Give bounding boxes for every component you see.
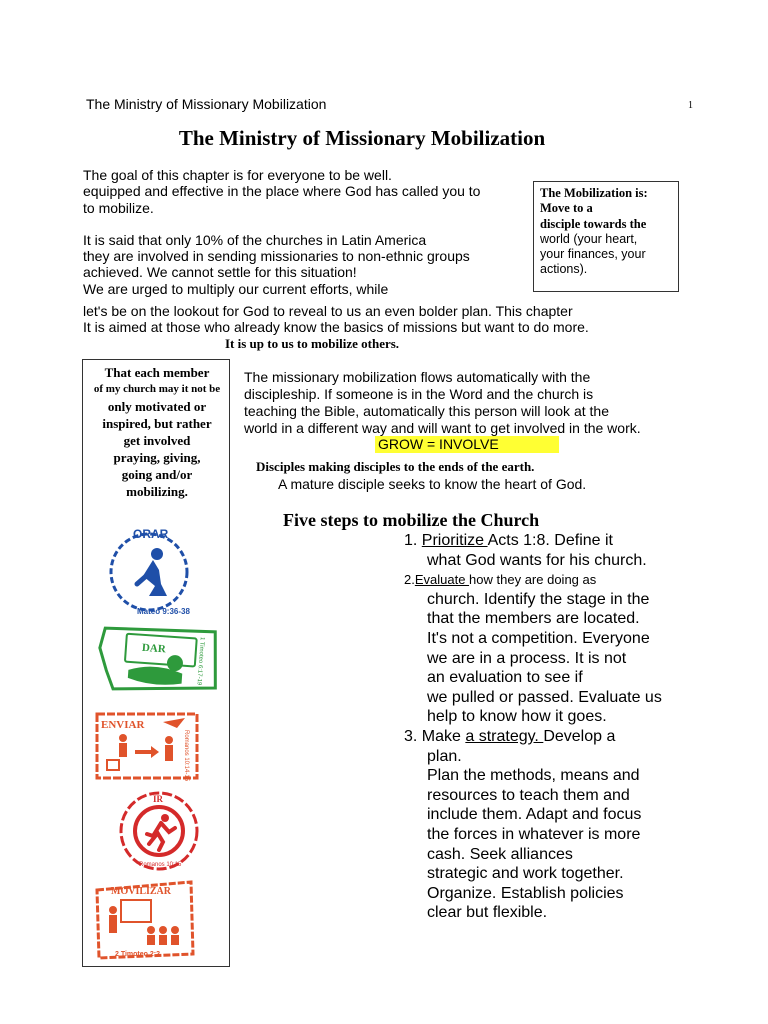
step-line: Plan the methods, means and [427, 767, 640, 785]
discipleship-line: teaching the Bible, automatically this person will look at the [244, 403, 609, 419]
step-number: 3. Make [404, 727, 466, 745]
discipleship-paragraph [244, 369, 641, 437]
discipleship-line: world in a different way and will want to get involved in the work. [244, 420, 641, 436]
step-1 [404, 531, 662, 551]
sidebar-line: mobilizing. [126, 484, 188, 499]
intro-line: they are involved in sending missionaries to non-ethnic groups [83, 248, 470, 265]
praying-stamp-icon [97, 524, 201, 618]
sidebar-line: of my church may it not be [93, 383, 221, 395]
step-2 [404, 570, 662, 590]
step-line: we pulled or passed. Evaluate us [427, 688, 662, 706]
step-line: clear but flexible. [427, 904, 548, 922]
page-number: 1 [688, 100, 693, 111]
grow-involve-highlight: GROW = INVOLVE [375, 436, 559, 453]
intro-line: let's be on the lookout for God to reveal to us an even bolder plan. This chapter [83, 303, 573, 319]
running-header: The Ministry of Missionary Mobilization [86, 96, 327, 112]
steps-list [404, 531, 662, 923]
step-line: help to know how it goes. [427, 708, 607, 726]
stamp-reference: Mateo 9:36-38 [137, 607, 190, 616]
sending-stamp-icon [93, 710, 203, 784]
intro-paragraph [83, 167, 523, 297]
step-number: 2. [404, 572, 415, 588]
mob-line: world (your heart, [540, 231, 638, 246]
step-line: Organize. Establish policies [427, 884, 624, 902]
step-line: It's not a competition. Everyone [427, 629, 650, 647]
stamp-label: DAR [141, 641, 167, 656]
mob-line: The Mobilization is: [540, 186, 648, 200]
mob-line: Move to a [540, 201, 593, 216]
stamp-label: ORAR [133, 527, 169, 541]
step-line: church. Identify the stage in the [427, 590, 650, 608]
page-title: The Ministry of Missionary Mobilization [178, 126, 546, 150]
going-stamp-icon [113, 788, 205, 874]
stamp-label: MOVILIZAR [111, 886, 172, 897]
mobilization-definition-box [533, 181, 679, 292]
intro-line: to mobilize. [83, 199, 154, 216]
mob-line: actions). [540, 262, 588, 277]
step-line: plan. [427, 747, 462, 765]
sidebar-line: only motivated or [107, 399, 207, 414]
sidebar-line: That each member [104, 365, 210, 380]
intro-wide-lines [83, 303, 589, 336]
intro-line: equipped and effective in the place where God has called you to [83, 183, 481, 200]
step-line: we are in a process. It is not [427, 649, 627, 667]
sidebar-line: praying, giving, [113, 450, 201, 465]
step-keyword: Evaluate [414, 572, 470, 588]
stamp-reference: 1 Timoteo 6:17-19 [195, 636, 205, 686]
step-3 [404, 727, 662, 747]
discipleship-line: discipleship. If someone is in the Word and the church is [244, 386, 594, 402]
step-keyword: Prioritize [421, 532, 488, 549]
emphasis-line: It is up to us to mobilize others. [225, 336, 400, 351]
intro-line: It is aimed at those who already know the basics of missions but want to do more. [83, 319, 589, 336]
mob-line: your finances, your [540, 247, 646, 262]
sidebar-line: get involved [123, 433, 191, 448]
step-line: what God wants for his church. [427, 551, 647, 569]
stamp-label: IR [153, 794, 164, 804]
mob-line: disciple towards the [540, 216, 647, 231]
step-text: Acts 1:8. Define it [487, 532, 613, 549]
step-line: resources to teach them and [427, 786, 630, 804]
steps-heading: Five steps to mobilize the Church [283, 510, 540, 530]
step-keyword: a strategy. [465, 727, 544, 745]
giving-stamp-icon [95, 622, 223, 702]
step-line: that the members are located. [427, 610, 640, 628]
step-line: the forces in whatever is more [427, 825, 641, 843]
step-line: an evaluation to see if [427, 669, 583, 687]
stamp-reference: Romanos 10:15 [139, 862, 182, 868]
mobilizing-stamp-icon [91, 876, 197, 962]
step-line: cash. Seek alliances [427, 845, 573, 863]
sidebar-line: going and/or [121, 467, 193, 482]
sidebar-text [83, 364, 231, 500]
disciples-statement: Disciples making disciples to the ends of the earth. [256, 459, 535, 474]
step-number: 1. [404, 532, 418, 549]
stamp-reference: Romanos 10:14-15 [183, 730, 189, 782]
step-line: include them. Adapt and focus [427, 806, 642, 824]
intro-line: We are urged to multiply our current efforts, while [83, 280, 389, 297]
stamp-reference: 2 Timoteo 2:2 [115, 951, 160, 958]
intro-line: The goal of this chapter is for everyone to be well. [83, 167, 392, 183]
discipleship-line: The missionary mobilization flows automatically with the [244, 369, 591, 385]
sidebar-box [82, 359, 230, 967]
step-line: strategic and work together. [427, 865, 624, 883]
step-text: Develop a [543, 727, 616, 745]
stamp-label: ENVIAR [101, 719, 145, 731]
intro-line: It is said that only 10% of the churches in Latin America [83, 231, 427, 248]
step-text: how they are doing as [469, 572, 597, 588]
sidebar-line: inspired, but rather [102, 416, 212, 431]
mature-disciple-statement: A mature disciple seeks to know the heart of God. [278, 476, 587, 492]
intro-line: achieved. We cannot settle for this situation! [83, 264, 357, 281]
